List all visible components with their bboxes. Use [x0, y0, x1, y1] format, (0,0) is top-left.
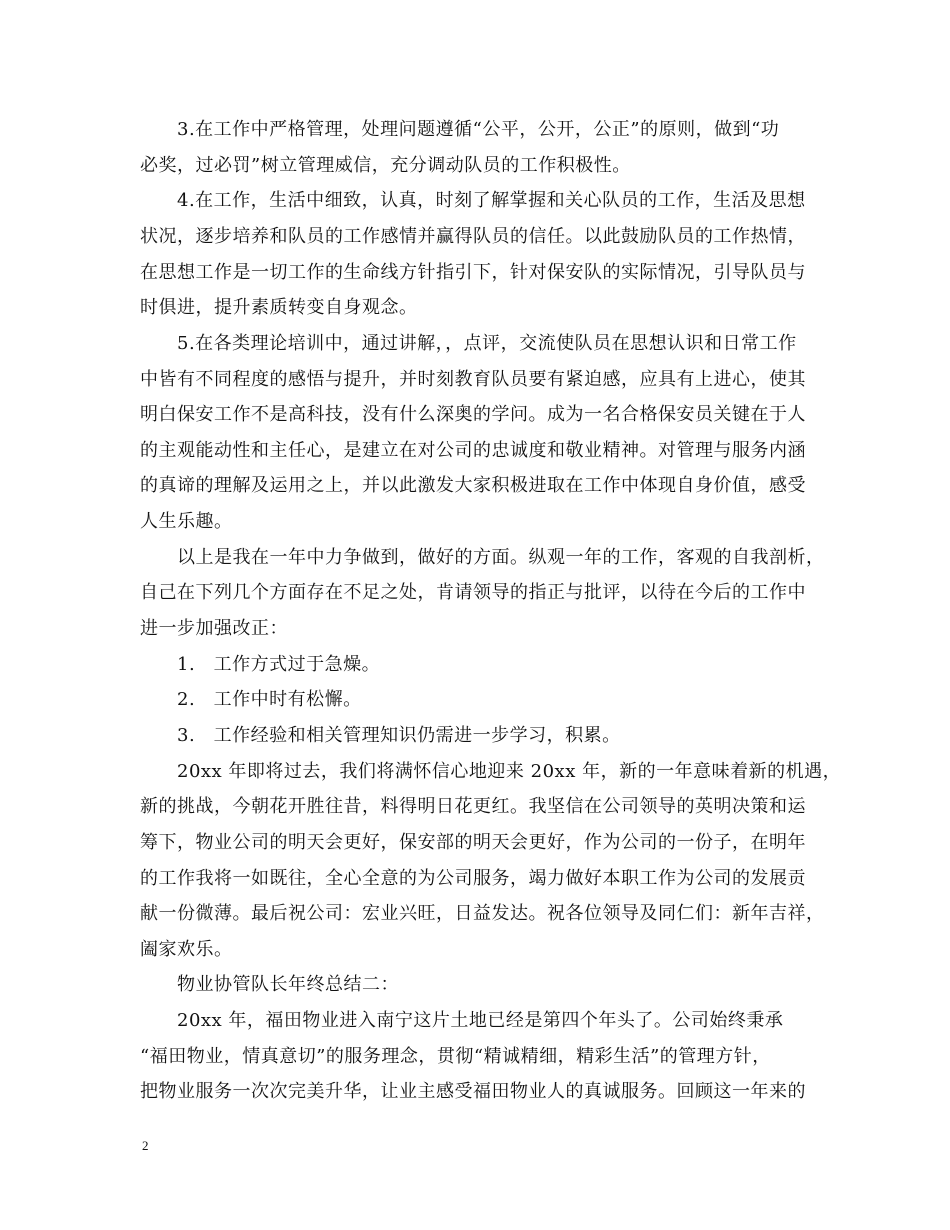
text-line: 的主观能动性和主任心，是建立在对公司的忠诚度和敬业精神。对管理与服务内涵	[140, 440, 806, 461]
text-line: 自己在下列几个方面存在不足之处，肯请领导的指正与批评，以待在今后的工作中	[140, 582, 806, 603]
text-line: 明白保安工作不是高科技，没有什么深奥的学问。成为一名合格保安员关键在于人	[140, 404, 806, 425]
text-line: 时俱进，提升素质转变自身观念。	[140, 297, 418, 318]
text-line: 4.在工作，生活中细致，认真，时刻了解掌握和关心队员的工作，生活及思想	[140, 190, 806, 211]
text-line: 人生乐趣。	[140, 511, 233, 532]
text-line: “福田物业，情真意切”的服务理念，贯彻“精诚精细，精彩生活”的管理方针，	[140, 1046, 771, 1067]
text-line: 以上是我在一年中力争做到，做好的方面。纵观一年的工作，客观的自我剖析，	[140, 547, 825, 568]
section-heading: 物业协管队长年终总结二：	[140, 974, 399, 995]
text-line: 5.在各类理论培训中，通过讲解，，点评，交流使队员在思想认识和日常工作	[140, 333, 797, 354]
list-item: 1. 工作方式过于急燥。	[140, 654, 381, 675]
text-line: 阖家欢乐。	[140, 939, 233, 960]
text-line: 中皆有不同程度的感悟与提升，并时刻教育队员要有紧迫感，应具有上进心，使其	[140, 369, 806, 390]
list-item: 2. 工作中时有松懈。	[140, 689, 362, 710]
text-line: 进一步加强改正：	[140, 618, 288, 639]
text-line: 3.在工作中严格管理，处理问题遵循“公平，公开，公正”的原则，做到“功	[140, 119, 780, 140]
text-line: 筹下，物业公司的明天会更好，保安部的明天会更好，作为公司的一份子，在明年	[140, 832, 806, 853]
list-item: 3. 工作经验和相关管理知识仍需进一步学习，积累。	[140, 725, 621, 746]
text-line: 把物业服务一次次完美升华，让业主感受福田物业人的真诚服务。回顾这一年来的	[140, 1081, 806, 1102]
text-line: 新的挑战，今朝花开胜往昔，料得明日花更红。我坚信在公司领导的英明决策和运	[140, 796, 806, 817]
text-line: 20xx 年，福田物业进入南宁这片土地已经是第四个年头了。公司始终秉承	[140, 1010, 784, 1031]
text-line: 的工作我将一如既往，全心全意的为公司服务，竭力做好本职工作为公司的发展贡	[140, 868, 806, 889]
text-line: 献一份微薄。最后祝公司：宏业兴旺，日益发达。祝各位领导及同仁们：新年吉祥，	[140, 903, 825, 924]
text-line: 的真谛的理解及运用之上，并以此激发大家积极进取在工作中体现自身价值，感受	[140, 475, 806, 496]
text-line: 在思想工作是一切工作的生命线方针指引下，针对保安队的实际情况，引导队员与	[140, 262, 806, 283]
text-line: 必奖，过必罚”树立管理威信，充分调动队员的工作积极性。	[140, 155, 631, 176]
page-number: 2	[142, 1138, 149, 1153]
text-line: 20xx 年即将过去，我们将满怀信心地迎来 20xx 年，新的一年意味着新的机遇，	[140, 761, 842, 782]
text-line: 状况，逐步培养和队员的工作感情并赢得队员的信任。以此鼓励队员的工作热情，	[140, 226, 806, 247]
